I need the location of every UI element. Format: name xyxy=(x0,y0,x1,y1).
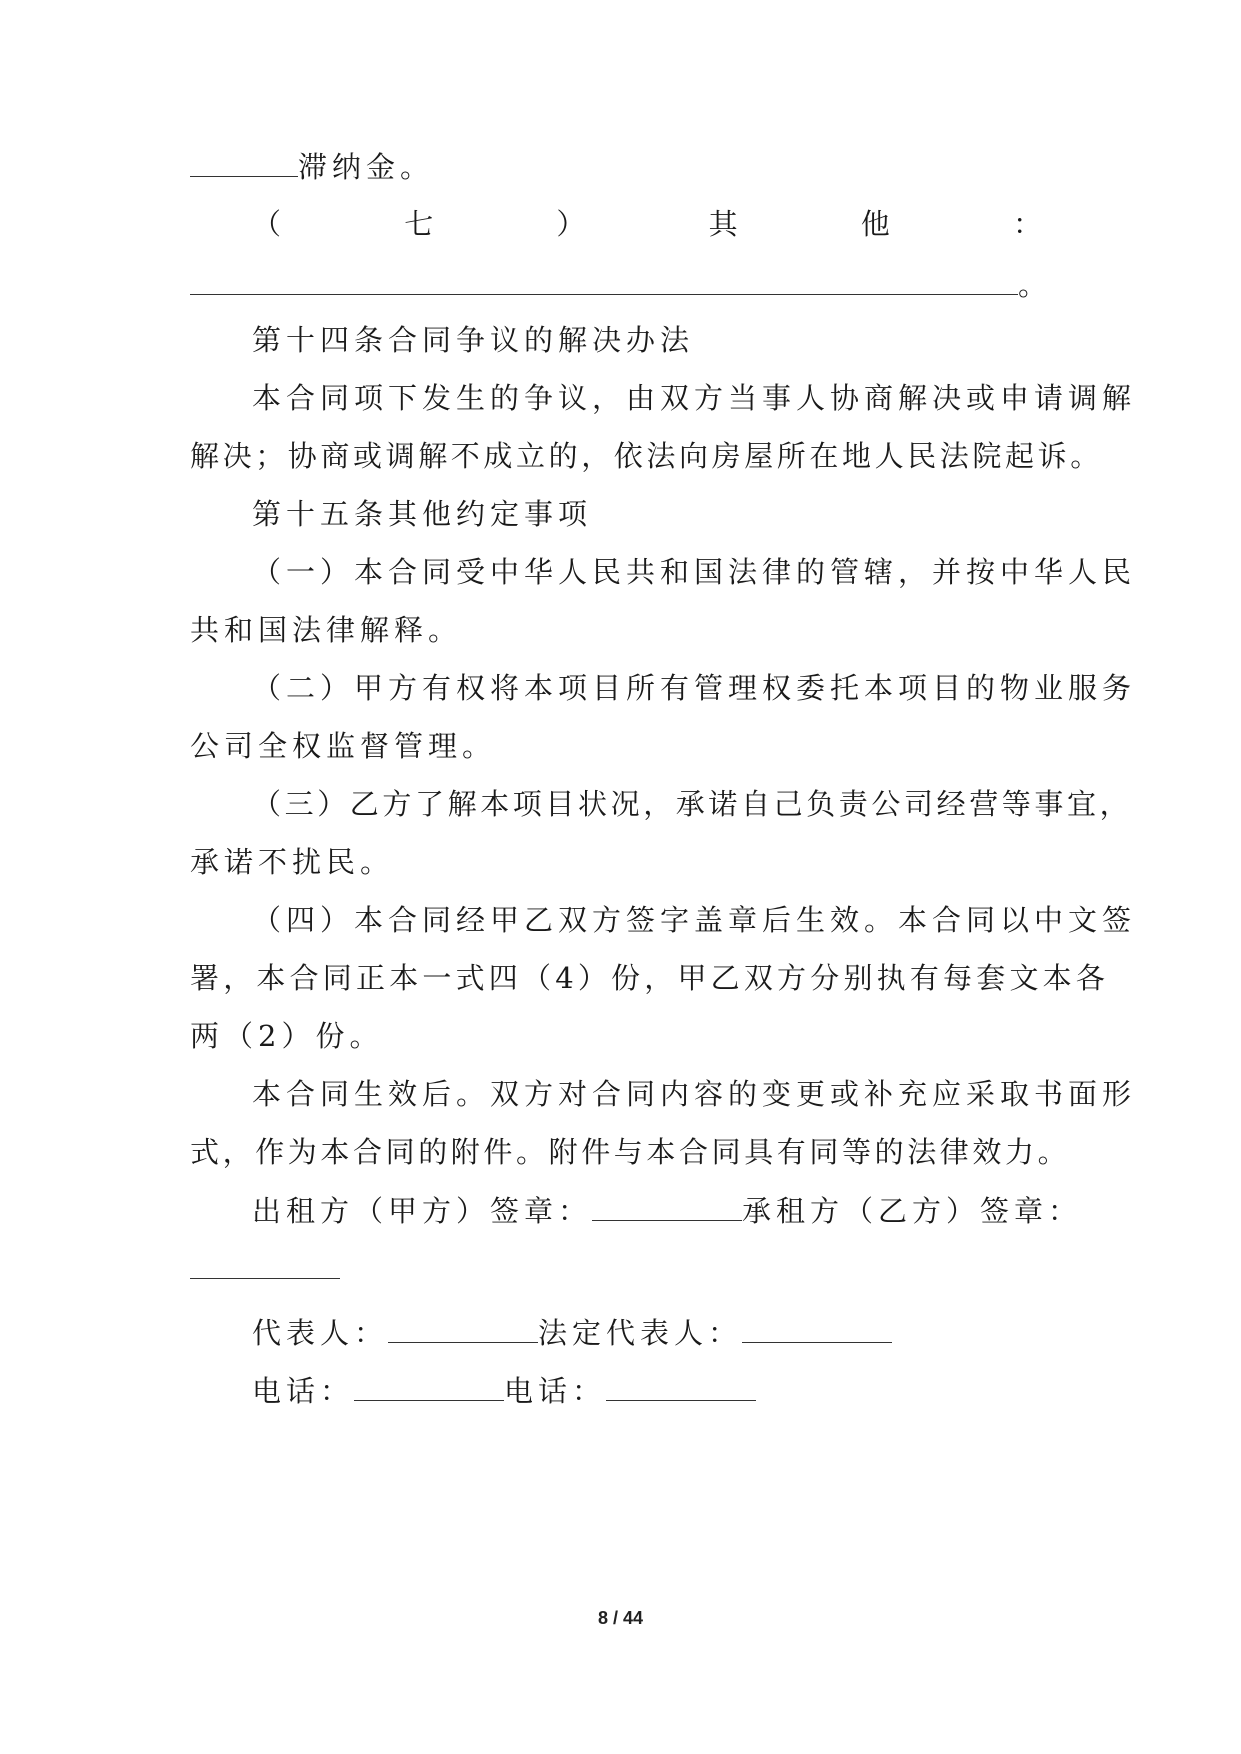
article-15-title: 第十五条其他约定事项 xyxy=(252,497,593,531)
phone-blank-lessor xyxy=(354,1370,504,1401)
other-clause-heading xyxy=(252,204,1042,244)
representative-line xyxy=(252,1312,892,1353)
late-fee-line xyxy=(190,146,434,187)
lessee-signature-label: 承租方（乙方）签章： xyxy=(742,1194,1083,1228)
late-fee-text: 滞纳金。 xyxy=(298,150,435,184)
signature-line xyxy=(252,1190,1082,1231)
other-fill-line xyxy=(190,264,1052,305)
colon: ： xyxy=(1012,207,1042,241)
lessee-signature-fill xyxy=(190,1248,340,1289)
representative-label: 代表人： xyxy=(252,1316,389,1350)
item-3-line-2: 承诺不扰民。 xyxy=(190,845,395,879)
legal-representative-blank xyxy=(742,1312,892,1343)
phone-blank-lessee xyxy=(606,1370,756,1401)
supplement-line-2: 式，作为本合同的附件。附件与本合同具有同等的法律效力。 xyxy=(190,1135,1071,1169)
paren-close: ） xyxy=(556,207,586,241)
lessor-signature-blank xyxy=(592,1190,742,1221)
other-word-2: 他 xyxy=(860,207,890,241)
phone-label-lessor: 电话： xyxy=(252,1374,355,1408)
item-2-line-2: 公司全权监督管理。 xyxy=(190,729,497,763)
representative-blank xyxy=(388,1312,538,1343)
article-14-text-1: 本合同项下发生的争议，由双方当事人协商解决或申请调解 xyxy=(252,381,1137,415)
lessor-signature-label: 出租方（甲方）签章： xyxy=(252,1194,593,1228)
supplement-line-1: 本合同生效后。双方对合同内容的变更或补充应采取书面形 xyxy=(252,1077,1137,1111)
other-end-mark: 。 xyxy=(1018,268,1053,302)
clause-number: 七 xyxy=(404,207,434,241)
item-3-line-1: （三）乙方了解本项目状况，承诺自己负责公司经营等事宜， xyxy=(252,787,1133,821)
fill-blank xyxy=(190,264,1018,295)
page-number: 8 / 44 xyxy=(597,1608,644,1628)
legal-representative-label: 法定代表人： xyxy=(538,1316,743,1350)
item-1-line-1: （一）本合同受中华人民共和国法律的管辖，并按中华人民 xyxy=(252,555,1137,589)
item-4-line-3: 两（2）份。 xyxy=(190,1019,384,1053)
article-14-title: 第十四条合同争议的解决办法 xyxy=(252,323,695,357)
item-1-line-2: 共和国法律解释。 xyxy=(190,613,463,647)
item-4-line-2: 署，本合同正本一式四（4）份，甲乙双方分别执有每套文本各 xyxy=(190,961,1110,995)
item-2-line-1: （二）甲方有权将本项目所有管理权委托本项目的物业服务 xyxy=(252,671,1137,705)
phone-line xyxy=(252,1370,756,1411)
article-14-text-2: 解决；协商或调解不成立的，依法向房屋所在地人民法院起诉。 xyxy=(190,439,1103,473)
lessee-signature-blank xyxy=(190,1248,340,1279)
fill-blank xyxy=(190,146,298,177)
phone-label-lessee: 电话： xyxy=(504,1374,607,1408)
paren-open: （ xyxy=(252,207,282,241)
other-word-1: 其 xyxy=(708,207,738,241)
item-4-line-1: （四）本合同经甲乙双方签字盖章后生效。本合同以中文签 xyxy=(252,903,1137,937)
